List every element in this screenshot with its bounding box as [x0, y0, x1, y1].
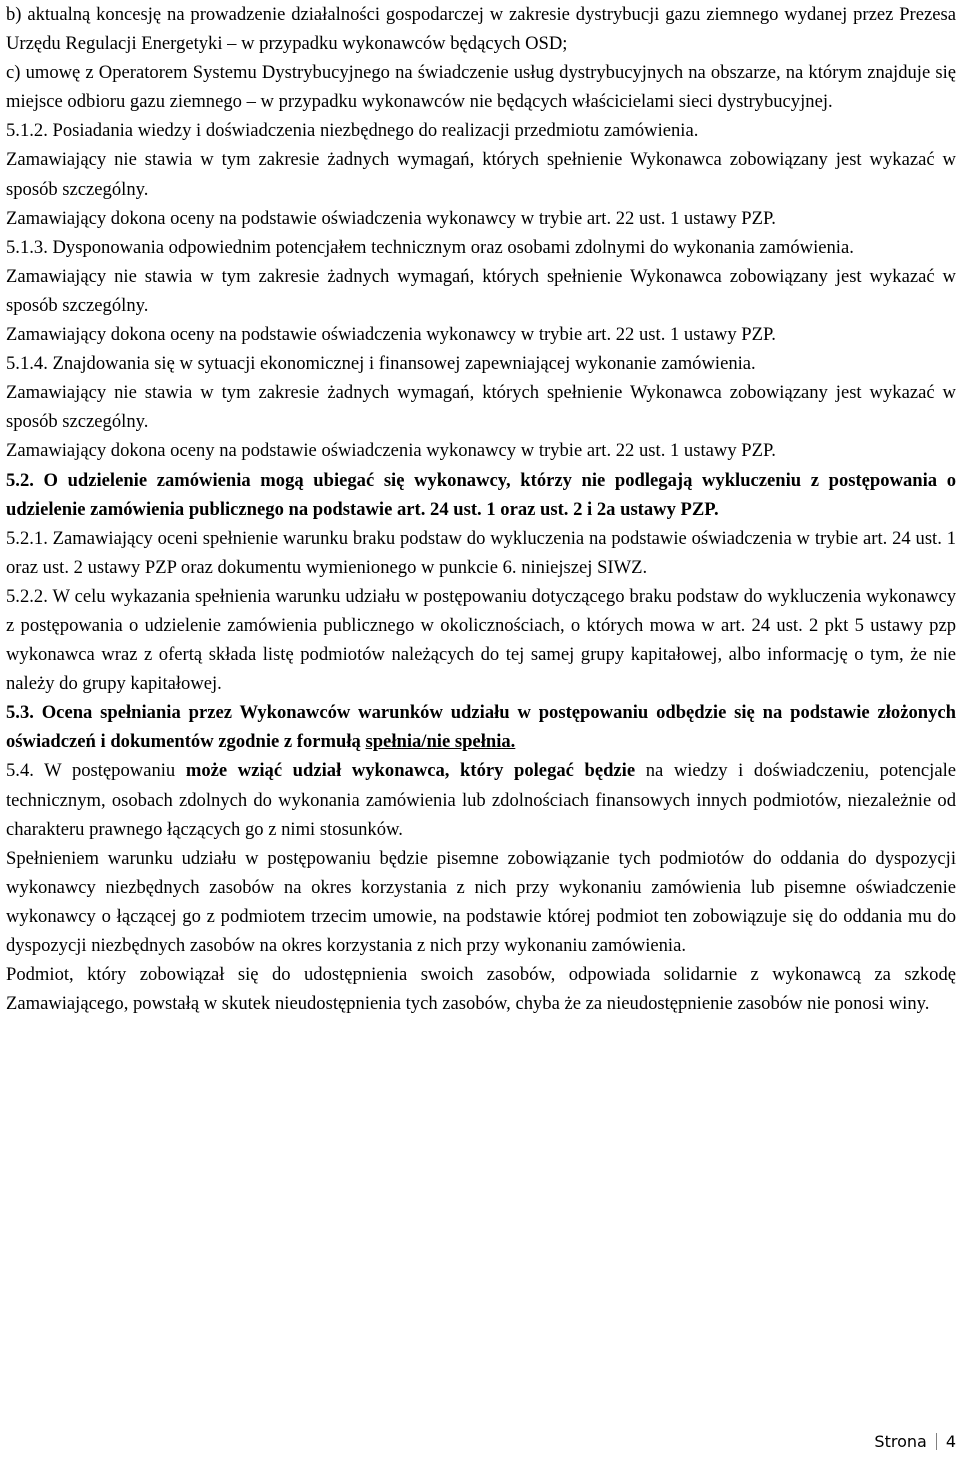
section-5-3-text: 5.3. Ocena spełniania przez Wykonawców warunków udziału w postępowaniu odbędzie się na podstawie złożonych oświadczeń i dokumentów zgodnie z formułą: [6, 702, 956, 753]
section-5-2-1-paragraph: 5.2.1. Zamawiający oceni spełnienie warunku braku podstaw do wykluczenia na podstawie oświadczenia w trybie art. 24 ust. 1 oraz ust. 2 ustawy PZP oraz dokumentu wymienionego w punkcie 6. niniejszej SIWZ.: [6, 527, 956, 578]
section-5-1-4-heading: 5.1.4. Znajdowania się w sytuacji ekonomicznej i finansowej zapewniającej wykonanie zamówienia.: [6, 353, 756, 375]
paragraph-joint-liability: Podmiot, który zobowiązał się do udostępnienia swoich zasobów, odpowiada solidarnie z wykonawcą za szkodę Zamawiającego, powstałą w skutek nieudostępnienia tych zasobów, chyba że za nieudostępnienie zasobów nie ponosi winy.: [6, 964, 956, 1015]
section-5-1-3-evaluation: Zamawiający dokona oceny na podstawie oświadczenia wykonawcy w trybie art. 22 ust. 1 ustawy PZP.: [6, 324, 776, 346]
document-page: [6, 0, 956, 1018]
section-5-1-2-requirement: Zamawiający nie stawia w tym zakresie żadnych wymagań, których spełnienie Wykonawca zobowiązany jest wykazać w sposób szczególny.: [6, 149, 956, 200]
section-5-2-paragraph: [6, 466, 956, 524]
section-5-1-2-evaluation: Zamawiający dokona oceny na podstawie oświadczenia wykonawcy w trybie art. 22 ust. 1 ustawy PZP.: [6, 207, 776, 229]
section-5-3-formula: spełnia/nie spełnia.: [365, 731, 516, 753]
paragraph-fulfilment-condition: Spełnieniem warunku udziału w postępowaniu będzie pisemne zobowiązanie tych podmiotów do oddania do dyspozycji wykonawcy niezbędnych zasobów na okres korzystania z nich przy wykonaniu zamówienia lub pisemne oświadczenie wykonawcy o łączącej go z podmiotem trzecim umowie, na podstawie której podmiot ten zobowiązuje się do oddania mu do dyspozycji niezbędnych zasobów na okres korzystania z nich przy wykonaniu zamówienia.: [6, 847, 956, 956]
paragraph-c-osd-agreement: c) umowę z Operatorem Systemu Dystrybucyjnego na świadczenie usług dystrybucyjnych na obszarze, na którym znajduje się miejsce odbioru gazu ziemnego – w przypadku wykonawców nie będących właścicielami sieci dystrybucyjnej.: [6, 62, 956, 113]
paragraph-b-concession: b) aktualną koncesję na prowadzenie działalności gospodarczej w zakresie dystrybucji gazu ziemnego wydanej przez Prezesa Urzędu Regulacji Energetyki – w przypadku wykonawców będących OSD;: [6, 4, 956, 55]
section-5-4-rest: na wiedzy i doświadczeniu, potencjale technicznym, osobach zdolnych do wykonania zamówienia lub zdolnościach finansowych innych podmiotów, niezależnie od charakteru prawnego łączących go z nimi stosunków.: [6, 760, 956, 840]
section-5-1-3-requirement: Zamawiający nie stawia w tym zakresie żadnych wymagań, których spełnienie Wykonawca zobowiązany jest wykazać w sposób szczególny.: [6, 265, 956, 316]
section-5-4-paragraph: [6, 756, 956, 843]
page-footer: [874, 1432, 956, 1451]
section-5-2-text: O udzielenie zamówienia mogą ubiegać się wykonawcy, którzy nie podlegają wykluczeniu z postępowania o udzielenie zamówienia publicznego na podstawie art. 24 ust. 1 oraz ust. 2 i 2a ustawy PZP.: [6, 469, 956, 520]
section-5-1-2-heading: 5.1.2. Posiadania wiedzy i doświadczenia niezbędnego do realizacji przedmiotu zamówienia.: [6, 120, 699, 142]
section-5-2-number: 5.2.: [6, 469, 34, 491]
footer-separator: [936, 1433, 937, 1450]
section-5-1-3-heading: 5.1.3. Dysponowania odpowiednim potencjałem technicznym oraz osobami zdolnymi do wykonania zamówienia.: [6, 236, 854, 258]
section-5-3-paragraph: [6, 698, 956, 756]
footer-page-label: Strona: [874, 1432, 927, 1451]
section-5-1-4-evaluation: Zamawiający dokona oceny na podstawie oświadczenia wykonawcy w trybie art. 22 ust. 1 ustawy PZP.: [6, 440, 776, 462]
footer-page-number: 4: [945, 1432, 956, 1451]
section-5-1-4-requirement: Zamawiający nie stawia w tym zakresie żadnych wymagań, których spełnienie Wykonawca zobowiązany jest wykazać w sposób szczególny.: [6, 382, 956, 433]
section-5-4-intro: 5.4. W postępowaniu: [6, 760, 176, 782]
section-5-4-emphasis: może wziąć udział wykonawca, który polegać będzie: [185, 760, 636, 782]
section-5-2-2-paragraph: 5.2.2. W celu wykazania spełnienia warunku udziału w postępowaniu dotyczącego braku podstaw do wykluczenia wykonawcy z postępowania o udzielenie zamówienia publicznego w okolicznościach, o których mowa w art. 24 ust. 2 pkt 5 ustawy pzp wykonawca wraz z ofertą składa listę podmiotów należących do tej samej grupy kapitałowej, albo informację o tym, że nie należy do grupy kapitałowej.: [6, 585, 956, 695]
